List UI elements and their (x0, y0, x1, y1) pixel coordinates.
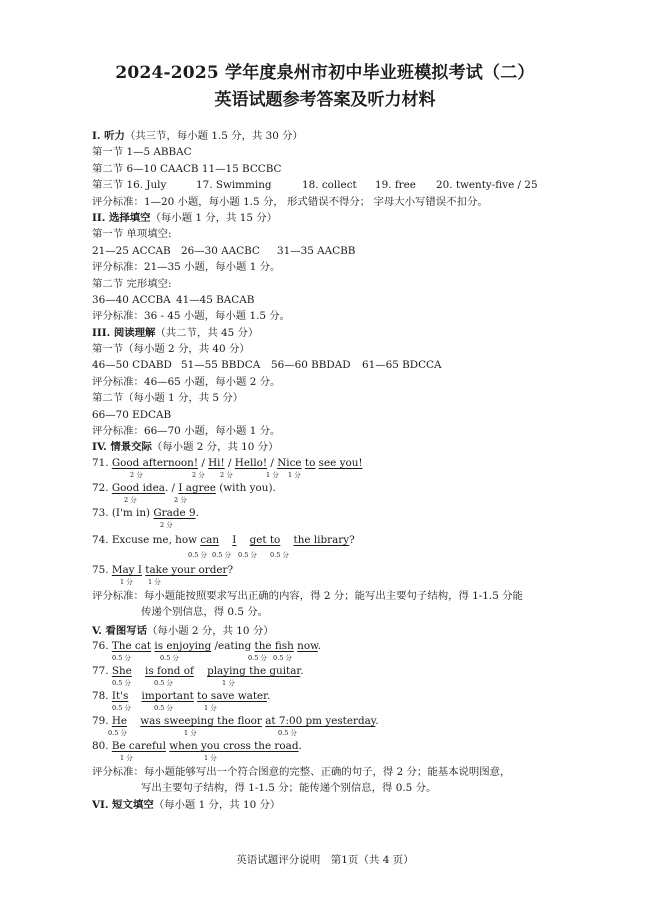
answer-item-78: 78. It's important to save water. 0.5 分 0.5 分 1 分 (92, 689, 612, 714)
dialogue-criteria-line2: 传递个别信息，得 0.5 分。 (141, 606, 269, 619)
answer-body (92, 128, 612, 813)
choice-part2-criteria: 评分标准：36 - 45 小题，每小题 1.5 分。 (92, 310, 291, 323)
reading-part1-answers: 46—50 CDABD 51—55 BBDCA 56—60 BBDAD 61—65 BDCCA (92, 359, 442, 372)
page-footer: 英语试题评分说明 第1页（共 4 页） (236, 854, 414, 866)
writing-criteria-line2: 写出主要句子结构，得 1-1.5 分；能传递个别信息，得 0.5 分。 (141, 782, 437, 795)
answer-item-73: 73. (I'm in) Grade 9. 2 分 (92, 506, 612, 531)
answer-item-72: 72. Good idea. / I agree (with you). 2 分 2 分 (92, 481, 612, 506)
reading-part1-criteria: 评分标准：46—65 小题，每小题 2 分。 (92, 375, 281, 388)
dialogue-criteria-line1: 评分标准：每小题能按照要求写出正确的内容，得 2 分；能写出主要句子结构，得 1-1.5 分能 (92, 589, 523, 602)
listening-section-header: I. 听力（共三节，每小题 1.5 分，共 30 分） (92, 130, 303, 142)
score-marks: 2 分 2 分 2 分 1 分 1 分 (130, 470, 301, 479)
reading-part2-criteria: 评分标准：66—70 小题，每小题 1 分。 (92, 425, 281, 438)
listening-part1: 第一节 1—5 ABBAC (92, 146, 192, 159)
listening-part2: 第二节 6—10 CAACB 11—15 BCCBC (92, 162, 282, 175)
writing-section-header: V. 看图写话（每小题 2 分，共 10 分） (92, 624, 274, 637)
answer-item-75: 75. May I take your order? 1 分 1 分 (92, 563, 612, 588)
listening-criteria: 评分标准：1—20 小题，每小题 1.5 分， 形式错误不得分； 字母大小写错误不扣分。 (92, 195, 488, 208)
score-marks: 1 分 1 分 (120, 577, 161, 586)
reading-section-header: III. 阅读理解（共二节，共 45 分） (92, 326, 259, 339)
answer-item-79: 79. He was sweeping the floor at 7:00 pm yesterday. 0.5 分 1 分 0.5 分 (92, 714, 612, 739)
choice-part1-criteria: 评分标准：21—35 小题，每小题 1 分。 (92, 261, 281, 274)
writing-criteria-line1: 评分标准：每小题能够写出一个符合图意的完整、正确的句子，得 2 分；能基本说明图意， (92, 765, 511, 778)
answer-item-76: 76. The cat is enjoying /eating the fish now. 0.5 分 0.5 分 0.5 分 0.5 分 (92, 639, 612, 664)
choice-part1-answers: 21—25 ACCAB 26—30 AACBC 31—35 AACBB (92, 244, 356, 257)
page-subtitle: 英语试题参考答案及听力材料 (214, 90, 436, 110)
choice-part1-label: 第一节 单项填空: (92, 228, 172, 241)
answer-item-74: 74. Excuse me, how can I get to the library? 0.5 分 0.5 分 0.5 分 0.5 分 (92, 533, 612, 561)
score-marks: 1 分 1 分 (120, 753, 217, 762)
score-marks: 0.5 分 1 分 0.5 分 (108, 728, 297, 737)
page-title: 2024-2025 学年度泉州市初中毕业班模拟考试（二） (115, 63, 535, 83)
score-marks: 0.5 分 0.5 分 1 分 (112, 678, 235, 687)
reading-part2-label: 第二节（每小题 1 分，共 5 分） (92, 392, 244, 405)
score-marks: 2 分 2 分 (124, 495, 187, 504)
choice-part2-answers: 36—40 ACCBA 41—45 BACAB (92, 293, 255, 306)
answer-item-77: 77. She is fond of playing the guitar. 0.5 分 0.5 分 1 分 (92, 664, 612, 689)
reading-part2-answers: 66—70 EDCAB (92, 408, 172, 421)
cloze-section-header: VI. 短文填空（每小题 1 分，共 10 分） (92, 798, 281, 811)
score-marks: 0.5 分 0.5 分 0.5 分 0.5 分 (188, 550, 289, 559)
reading-part1-label: 第一节（每小题 2 分，共 40 分） (92, 343, 250, 356)
dialogue-section-header: IV. 情景交际（每小题 2 分，共 10 分） (92, 441, 279, 454)
listening-part3: 第三节 16. July 17. Swimming 18. collect 19. free 20. twenty-five / 25 (92, 179, 538, 192)
score-marks: 0.5 分 0.5 分 0.5 分 0.5 分 (112, 653, 292, 662)
choice-part2-label: 第二节 完形填空: (92, 277, 172, 290)
choice-section-header: II. 选择填空（每小题 1 分，共 15 分） (92, 211, 278, 224)
answer-item-71: 71. Good afternoon! / Hi! / Hello! / Nice to see you! 2 分 2 分 2 分 1 分 1 分 (92, 456, 612, 481)
score-marks: 0.5 分 0.5 分 1 分 (112, 703, 217, 712)
score-marks: 2 分 (160, 520, 173, 529)
answer-item-80: 80. Be careful when you cross the road. 1 分 1 分 (92, 739, 612, 764)
